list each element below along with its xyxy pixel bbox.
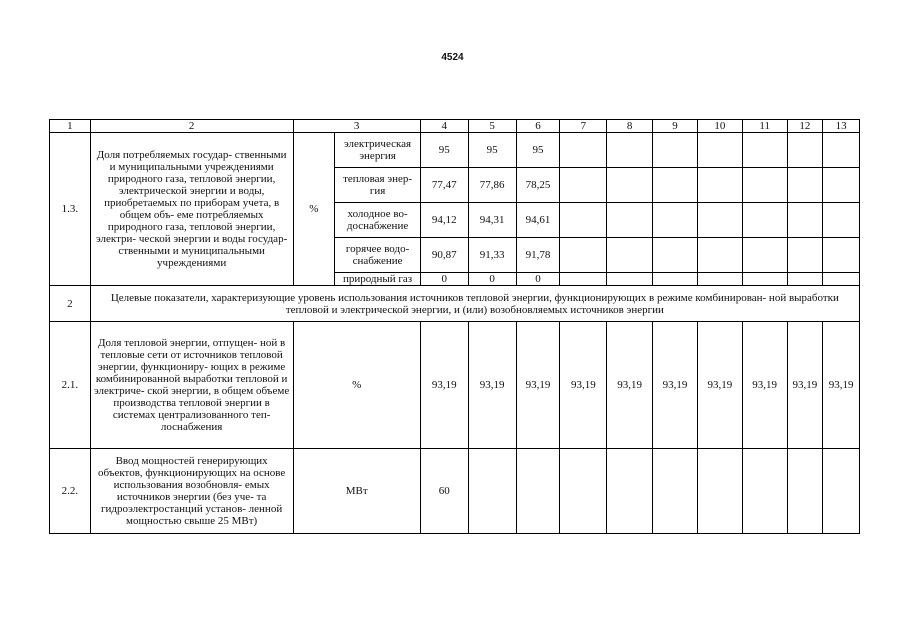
header-cell: 13 xyxy=(823,120,860,133)
value-cell: 95 xyxy=(420,133,468,168)
header-cell: 8 xyxy=(607,120,653,133)
empty-cell xyxy=(607,133,653,168)
empty-cell xyxy=(653,133,698,168)
empty-cell xyxy=(607,203,653,238)
indicators-table xyxy=(49,119,860,534)
empty-cell xyxy=(697,133,742,168)
section-title: Целевые показатели, характеризующие уровень использования источников тепловой энергии, функционирующих в режиме комбинирован- ной выработки тепловой и электрической энергии, и (или) возобновляемых источников энергии xyxy=(90,286,859,322)
empty-cell xyxy=(742,449,787,534)
empty-cell xyxy=(697,449,742,534)
empty-cell xyxy=(823,273,860,286)
value-cell: 0 xyxy=(420,273,468,286)
value-cell: 95 xyxy=(468,133,516,168)
table-row xyxy=(50,449,860,534)
header-cell: 11 xyxy=(742,120,787,133)
empty-cell xyxy=(468,449,516,534)
row-unit: % xyxy=(293,133,335,286)
empty-cell xyxy=(653,168,698,203)
value-cell: 95 xyxy=(516,133,560,168)
value-cell: 0 xyxy=(516,273,560,286)
sub-indicator-name: электрическая энергия xyxy=(335,133,421,168)
empty-cell xyxy=(560,203,607,238)
empty-cell xyxy=(787,273,823,286)
empty-cell xyxy=(653,238,698,273)
row-unit: % xyxy=(293,322,420,449)
sub-indicator-name: холодное во- доснабжение xyxy=(335,203,421,238)
value-cell: 93,19 xyxy=(697,322,742,449)
empty-cell xyxy=(653,273,698,286)
empty-cell xyxy=(742,133,787,168)
header-cell: 6 xyxy=(516,120,560,133)
row-description: Ввод мощностей генерирующих объектов, функционирующих на основе использования возобновля- емых источников энергии (без уче- та гидроэлектростанций установ- ленной мощностью свыше 25 МВт) xyxy=(90,449,293,534)
empty-cell xyxy=(607,449,653,534)
section-row xyxy=(50,286,860,322)
row-description: Доля потребляемых государ- ственными и муниципальными учреждениями природного газа, тепловой энергии, электрической энергии и воды, приобретаемых по приборам учета, в общем объ- еме потребляемых природного газа, тепловой энергии, электри- ческой энергии и воды государ- ственными и муниципальными учреждениями xyxy=(90,133,293,286)
empty-cell xyxy=(653,203,698,238)
value-cell: 94,12 xyxy=(420,203,468,238)
table-row xyxy=(50,133,860,168)
row-description: Доля тепловой энергии, отпущен- ной в тепловые сети от источников тепловой энергии, функциониру- ющих в режиме комбинированной выработки тепловой и электриче- ской энергии, в общем объеме производства тепловой энергии в системах централизованного теп- лоснабжения xyxy=(90,322,293,449)
value-cell: 93,19 xyxy=(787,322,823,449)
section-number: 2 xyxy=(50,286,91,322)
value-cell: 93,19 xyxy=(468,322,516,449)
empty-cell xyxy=(607,168,653,203)
value-cell: 93,19 xyxy=(420,322,468,449)
value-cell: 77,47 xyxy=(420,168,468,203)
page-number: 4524 xyxy=(441,52,464,63)
empty-cell xyxy=(697,238,742,273)
row-number: 1.3. xyxy=(50,133,91,286)
empty-cell xyxy=(607,273,653,286)
empty-cell xyxy=(787,238,823,273)
empty-cell xyxy=(787,133,823,168)
empty-cell xyxy=(787,449,823,534)
value-cell: 90,87 xyxy=(420,238,468,273)
header-row xyxy=(50,120,860,133)
empty-cell xyxy=(560,133,607,168)
value-cell: 0 xyxy=(468,273,516,286)
row-unit: МВт xyxy=(293,449,420,534)
sub-indicator-name: горячее водо- снабжение xyxy=(335,238,421,273)
header-cell: 7 xyxy=(560,120,607,133)
value-cell: 77,86 xyxy=(468,168,516,203)
value-cell: 93,19 xyxy=(742,322,787,449)
header-cell: 5 xyxy=(468,120,516,133)
sub-indicator-name: тепловая энер- гия xyxy=(335,168,421,203)
empty-cell xyxy=(697,168,742,203)
empty-cell xyxy=(823,203,860,238)
sub-indicator-name: природный газ xyxy=(335,273,421,286)
header-cell: 3 xyxy=(293,120,420,133)
empty-cell xyxy=(516,449,560,534)
header-cell: 4 xyxy=(420,120,468,133)
value-cell: 78,25 xyxy=(516,168,560,203)
header-cell: 9 xyxy=(653,120,698,133)
empty-cell xyxy=(697,273,742,286)
empty-cell xyxy=(823,168,860,203)
empty-cell xyxy=(560,449,607,534)
value-cell: 93,19 xyxy=(516,322,560,449)
value-cell: 60 xyxy=(420,449,468,534)
value-cell: 93,19 xyxy=(607,322,653,449)
value-cell: 91,33 xyxy=(468,238,516,273)
row-number: 2.2. xyxy=(50,449,91,534)
header-cell: 10 xyxy=(697,120,742,133)
value-cell: 93,19 xyxy=(560,322,607,449)
header-cell: 1 xyxy=(50,120,91,133)
empty-cell xyxy=(823,133,860,168)
empty-cell xyxy=(823,238,860,273)
value-cell: 93,19 xyxy=(653,322,698,449)
empty-cell xyxy=(742,273,787,286)
header-cell: 12 xyxy=(787,120,823,133)
table-row xyxy=(50,322,860,449)
empty-cell xyxy=(823,449,860,534)
empty-cell xyxy=(787,203,823,238)
value-cell: 91,78 xyxy=(516,238,560,273)
value-cell: 94,31 xyxy=(468,203,516,238)
empty-cell xyxy=(560,168,607,203)
row-number: 2.1. xyxy=(50,322,91,449)
empty-cell xyxy=(742,238,787,273)
empty-cell xyxy=(697,203,742,238)
empty-cell xyxy=(560,238,607,273)
value-cell: 93,19 xyxy=(823,322,860,449)
empty-cell xyxy=(560,273,607,286)
empty-cell xyxy=(653,449,698,534)
header-cell: 2 xyxy=(90,120,293,133)
empty-cell xyxy=(742,168,787,203)
empty-cell xyxy=(742,203,787,238)
empty-cell xyxy=(607,238,653,273)
value-cell: 94,61 xyxy=(516,203,560,238)
empty-cell xyxy=(787,168,823,203)
